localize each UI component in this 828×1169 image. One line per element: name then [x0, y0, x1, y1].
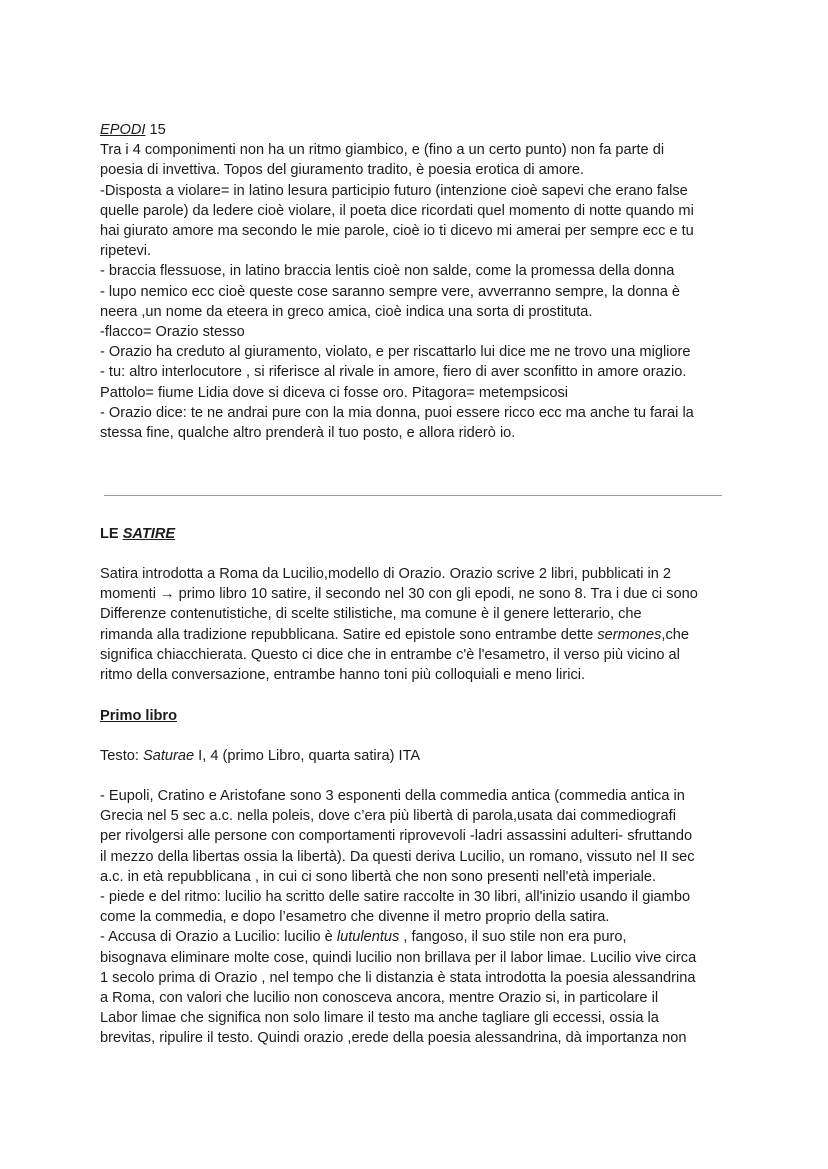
body-line: bisognava eliminare molte cose, quindi lucilio non brillava per il labor limae. Lucilio vive circa: [100, 949, 697, 966]
testo-label: Testo:: [100, 748, 143, 764]
epodi-heading: [100, 120, 740, 140]
satire-body-paragraph: [100, 786, 740, 1049]
epodi-line: Pattolo= fiume Lidia dove si diceva ci fosse oro. Pitagora= metempsicosi: [100, 384, 569, 401]
body-line: per rivolgersi alle persone con comportamenti riprovevoli -ladri assassini adulteri- sfruttando: [100, 828, 693, 845]
intro-line: significa chiacchierata. Questo ci dice che in entrambe c'è l'esametro, il verso più vicino al: [100, 646, 680, 663]
testo-reference: I, 4 (primo Libro, quarta satira) ITA: [194, 748, 421, 764]
sermones-term: sermones: [597, 626, 662, 643]
epodi-line: - tu: altro interlocutore , si riferisce al rivale in amore, fiero di aver sconfitto in amore orazio.: [100, 364, 687, 381]
body-line: [100, 927, 740, 947]
body-line: - piede e del ritmo: lucilio ha scritto delle satire raccolte in 30 libri, all'inizio usando il giambo: [100, 889, 691, 906]
body-line: come la commedia, e dopo l’esametro che divenne il metro proprio della satira.: [100, 909, 610, 926]
epodi-title-number: 15: [145, 122, 166, 138]
primo-libro-heading: Primo libro: [100, 708, 178, 724]
intro-text: ,che: [661, 626, 689, 643]
intro-line: momenti → primo libro 10 satire, il secondo nel 30 con gli epodi, ne sono 8. Tra i due ci sono: [100, 586, 698, 603]
epodi-line: Tra i 4 componimenti non ha un ritmo giambico, e (fino a un certo punto) non fa parte di: [100, 142, 665, 159]
epodi-line: - lupo nemico ecc cioè queste cose saranno sempre vere, avverranno sempre, la donna è: [100, 283, 681, 300]
epodi-line: hai giurato amore ma secondo le mie parole, cioè io ti dicevo mi amerai per sempre ecc e tu: [100, 223, 694, 240]
epodi-line: -Disposta a violare= in latino lesura participio futuro (intenzione cioè sapevi che erano false: [100, 182, 688, 199]
intro-line: ritmo della conversazione, entrambe hanno toni più colloquiali e meno lirici.: [100, 667, 586, 684]
body-line: il mezzo della libertas ossia la libertà). Da questi deriva Lucilio, un romano, vissuto nel II sec: [100, 848, 695, 865]
epodi-line: poesia di invettiva. Topos del giuramento tradito, è poesia erotica di amore.: [100, 162, 585, 179]
epodi-line: - Orazio ha creduto al giuramento, violato, e per riscattarlo lui dice me ne trovo una migliore: [100, 344, 691, 361]
epodi-line: quelle parole) da ledere cioè violare, il poeta dice ricordati quel momento di notte quando mi: [100, 202, 694, 219]
intro-line: Satira introdotta a Roma da Lucilio,modello di Orazio. Orazio scrive 2 libri, pubblicati in 2: [100, 566, 672, 582]
satire-title-word: SATIRE: [122, 526, 176, 542]
epodi-line: ripetevi.: [100, 243, 152, 260]
body-line: - Eupoli, Cratino e Aristofane sono 3 esponenti della commedia antica (commedia antica in: [100, 788, 685, 804]
body-line: a.c. in età repubblicana , in cui ci sono libertà che non sono presenti nell'età imperiale.: [100, 868, 657, 885]
lutulentus-term: lutulentus: [336, 929, 400, 946]
body-line: brevitas, ripulire il testo. Quindi orazio ,erede della poesia alessandrina, dà importanza non: [100, 1030, 687, 1047]
satire-title-prefix: LE: [100, 526, 123, 542]
body-line: 1 secolo prima di Orazio , nel tempo che li distanzia è stata introdotta la poesia alessandrina: [100, 969, 696, 986]
intro-text: rimanda alla tradizione repubblicana. Satire ed epistole sono entrambe dette: [100, 626, 598, 643]
satire-intro-paragraph: [100, 564, 740, 685]
epodi-line: neera ,un nome da eteera in greco amica, cioè indica una sorta di prostituta.: [100, 303, 593, 320]
epodi-line: stessa fine, qualche altro prenderà il tuo posto, e allora riderò io.: [100, 425, 516, 442]
body-line: Grecia nel 5 sec a.c. nella poleis, dove c’era più libertà di parola,usata dai commediografi: [100, 808, 676, 825]
testo-line: [100, 746, 740, 766]
section-divider: [104, 495, 722, 496]
body-line: Labor limae che significa non solo limare il testo ma anche tagliare gli eccessi, ossia la: [100, 1010, 659, 1027]
body-text: - Accusa di Orazio a Lucilio: lucilio è: [100, 929, 337, 946]
body-text: , fangoso, il suo stile non era puro,: [399, 929, 627, 946]
epodi-line: - Orazio dice: te ne andrai pure con la mia donna, puoi essere ricco ecc ma anche tu farai la: [100, 404, 694, 421]
epodi-title-word: EPODI: [100, 122, 146, 138]
satire-heading: [100, 524, 740, 544]
epodi-line: - braccia flessuose, in latino braccia lentis cioè non salde, come la promessa della donna: [100, 263, 675, 280]
intro-line: [100, 625, 740, 645]
body-line: a Roma, con valori che lucilio non conosceva ancora, mentre Orazio si, in particolare il: [100, 990, 659, 1007]
epodi-section: [100, 120, 740, 443]
saturae-term: Saturae: [143, 748, 195, 764]
intro-line: Differenze contenutistiche, di scelte stilistiche, ma comune è il genere letterario, che: [100, 606, 642, 623]
epodi-line: -flacco= Orazio stesso: [100, 324, 245, 341]
